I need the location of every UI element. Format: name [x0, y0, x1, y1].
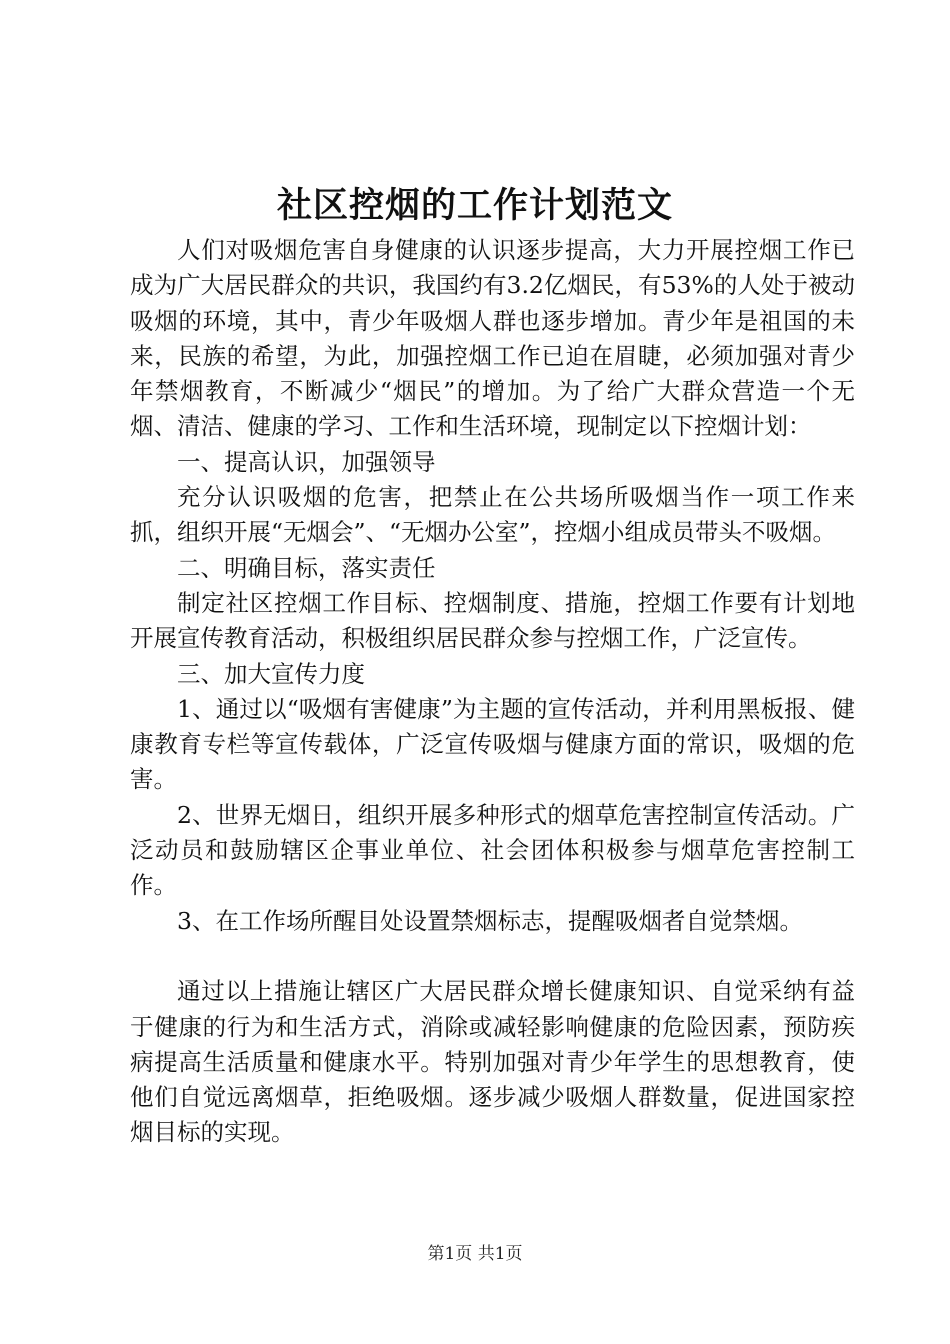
page-footer: 第1页 共1页: [427, 1244, 523, 1264]
section-paragraph-2: 制定社区控烟工作目标、控烟制度、措施，控烟工作要有计划地开展宣传教育活动，积极组织居民群众参与控烟工作，广泛宣传。: [130, 588, 855, 653]
section-paragraph-1: 充分认识吸烟的危害，把禁止在公共场所吸烟当作一项工作来抓，组织开展“无烟会”、“无烟办公室”，控烟小组成员带头不吸烟。: [130, 483, 855, 547]
section-heading-3: 三、加大宣传力度: [177, 659, 365, 688]
intro-paragraph: 人们对吸烟危害自身健康的认识逐步提高，大力开展控烟工作已成为广大居民群众的共识，我国约有3.2亿烟民，有53%的人处于被动吸烟的环境，其中，青少年吸烟人群也逐步增加。青少年是祖国的未来，民族的希望，为此，加强控烟工作已迫在眉睫，必须加强对青少年禁烟教育，不断减少“烟民”的增加。为了给广大群众营造一个无烟、清洁、健康的学习、工作和生活环境，现制定以下控烟计划：: [130, 236, 855, 441]
document-body: [130, 233, 855, 1151]
list-item-3: 3、在工作场所醒目处设置禁烟标志，提醒吸烟者自觉禁烟。: [177, 906, 803, 935]
conclusion-paragraph: 通过以上措施让辖区广大居民群众增长健康知识、自觉采纳有益于健康的行为和生活方式，消除或减轻影响健康的危险因素，预防疾病提高生活质量和健康水平。特别加强对青少年学生的思想教育，使他们自觉远离烟草，拒绝吸烟。逐步减少吸烟人群数量，促进国家控烟目标的实现。: [130, 977, 855, 1147]
section-heading-2: 二、明确目标，落实责任: [177, 553, 436, 582]
list-item-2: 2、世界无烟日，组织开展多种形式的烟草危害控制宣传活动。广泛动员和鼓励辖区企事业单位、社会团体积极参与烟草危害控制工作。: [130, 800, 855, 900]
section-heading-1: 一、提高认识，加强领导: [177, 447, 436, 476]
list-item-1: 1、通过以“吸烟有害健康”为主题的宣传活动，并利用黑板报、健康教育专栏等宣传载体，广泛宣传吸烟与健康方面的常识，吸烟的危害。: [130, 694, 855, 794]
document-title: 社区控烟的工作计划范文: [276, 185, 673, 226]
